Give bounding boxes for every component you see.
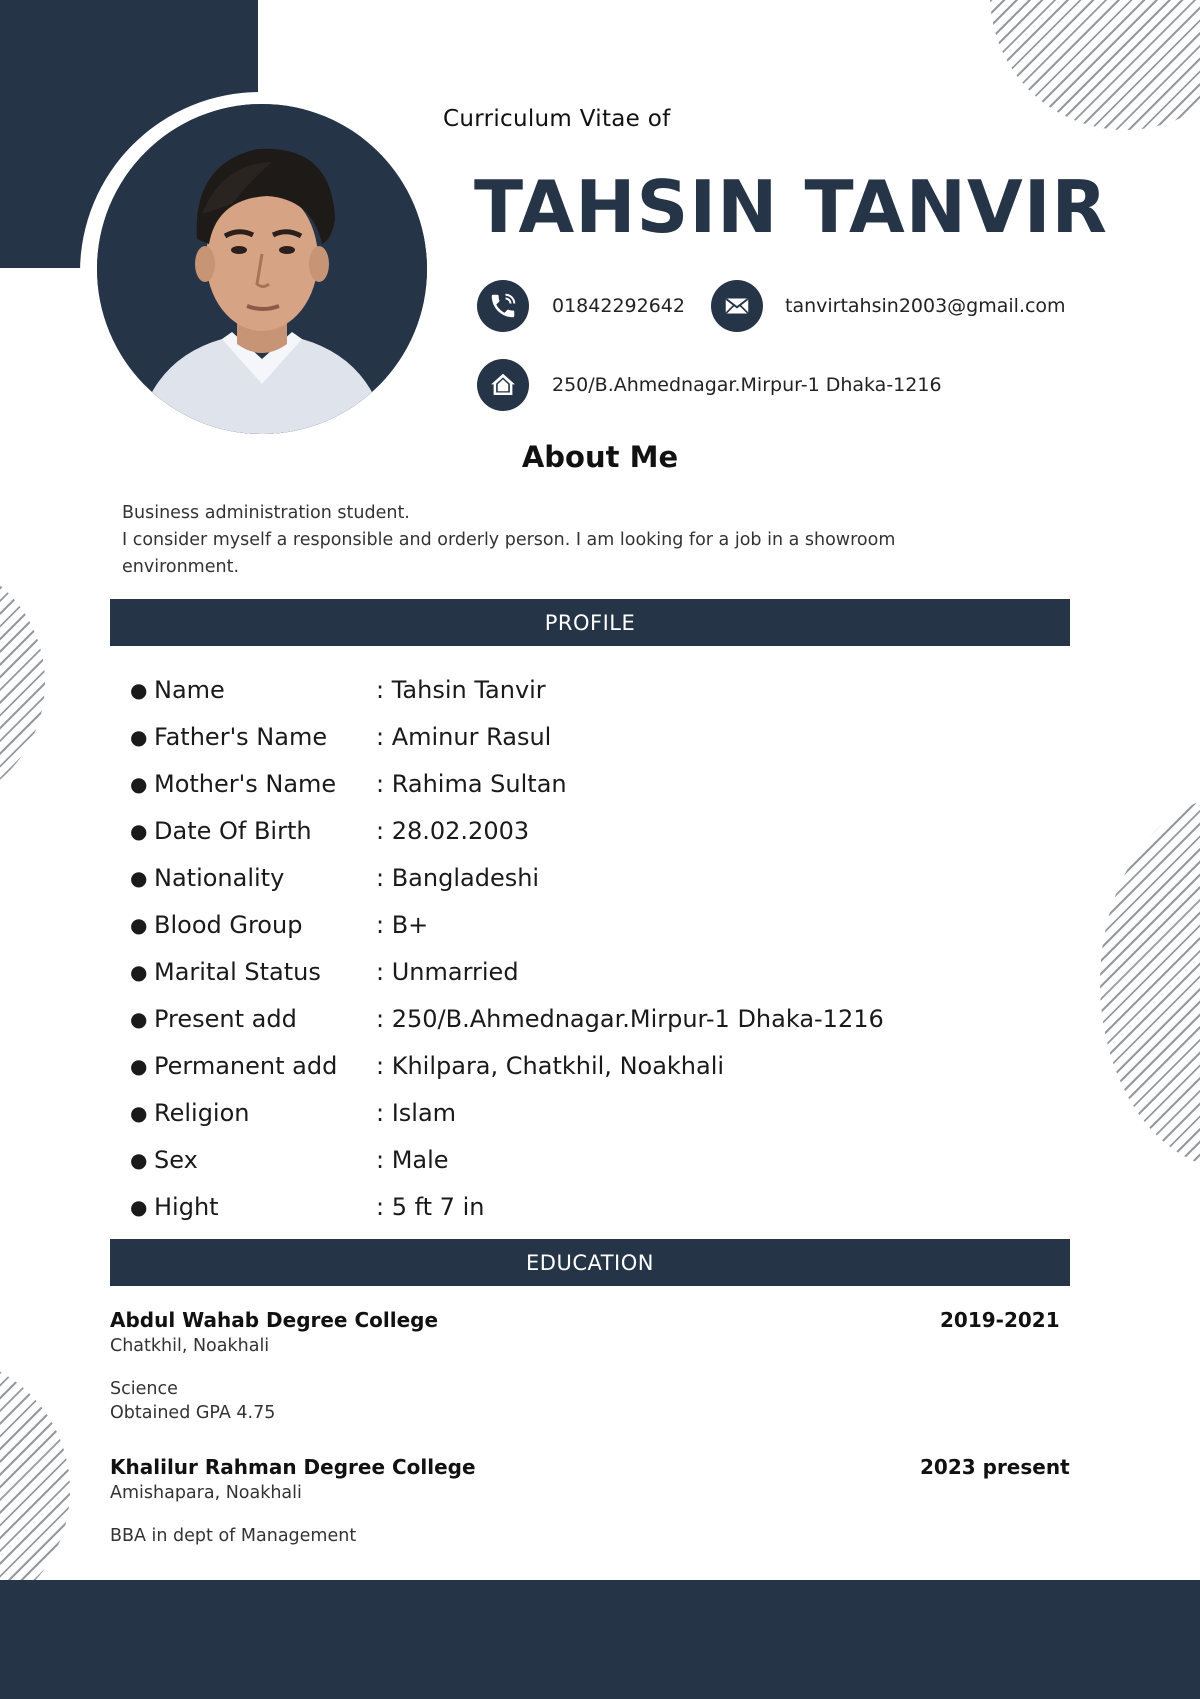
education-entry [110,1455,1070,1546]
bullet-icon: ● [130,771,148,796]
bullet-icon: ● [130,724,148,749]
education-field: BBA in dept of Management [110,1526,357,1546]
profile-label: Permanent add [154,1051,338,1080]
profile-value: : Khilpara, Chatkhil, Noakhali [376,1051,725,1080]
education-result: Obtained GPA 4.75 [110,1403,276,1423]
profile-value: : Rahima Sultan [376,769,567,798]
footer-band [0,1580,1200,1699]
profile-value: : Islam [376,1098,457,1127]
profile-value: : Male [376,1145,449,1174]
bullet-icon: ● [130,865,148,890]
education-years: 2023 present [920,1455,1070,1479]
profile-label: Present add [154,1004,297,1033]
striped-circle-decoration [990,0,1200,130]
phone-number: 01842292642 [552,295,685,317]
profile-label: Blood Group [154,910,303,939]
profile-value: : Aminur Rasul [376,722,552,751]
cv-subtitle: Curriculum Vitae of [443,106,671,132]
striped-circle-decoration [0,555,45,810]
profile-value: : 5 ft 7 in [376,1192,485,1221]
profile-value: : B+ [376,910,429,939]
email-address: tanvirtahsin2003@gmail.com [785,295,1066,317]
striped-circle-decoration [1100,795,1200,1170]
bullet-icon: ● [130,912,148,937]
profile-value: : Tahsin Tanvir [376,675,546,704]
profile-row [130,666,1030,713]
education-field: Science [110,1379,178,1399]
profile-row [130,713,1030,760]
profile-value: : Unmarried [376,957,519,986]
profile-list [130,666,1030,1230]
about-text [122,500,1002,581]
profile-row [130,995,1030,1042]
profile-label: Name [154,675,225,704]
phone-icon [477,280,529,332]
about-line: environment. [122,557,240,577]
school-name: Khalilur Rahman Degree College [110,1455,476,1479]
profile-value: : 250/B.Ahmednagar.Mirpur-1 Dhaka-1216 [376,1004,884,1033]
portrait-illustration [97,104,427,434]
profile-row [130,1136,1030,1183]
bullet-icon: ● [130,677,148,702]
bullet-icon: ● [130,959,148,984]
profile-row [130,901,1030,948]
school-name: Abdul Wahab Degree College [110,1308,439,1332]
bullet-icon: ● [130,1100,148,1125]
profile-row [130,854,1030,901]
home-icon [477,359,529,411]
profile-section-header: PROFILE [110,599,1070,646]
profile-photo [97,104,427,434]
profile-row [130,1183,1030,1230]
profile-value: : Bangladeshi [376,863,540,892]
home-address: 250/B.Ahmednagar.Mirpur-1 Dhaka-1216 [552,374,942,396]
candidate-name: TAHSIN TANVIR [474,165,1108,249]
about-heading: About Me [521,440,679,474]
profile-label: Father's Name [154,722,328,751]
envelope-icon [711,280,763,332]
profile-row [130,807,1030,854]
bullet-icon: ● [130,1194,148,1219]
profile-label: Marital Status [154,957,321,986]
profile-label: Sex [154,1145,198,1174]
profile-label: Religion [154,1098,250,1127]
education-years: 2019-2021 [940,1308,1060,1332]
about-line: I consider myself a responsible and orderly person. I am looking for a job in a showroom [122,530,896,550]
profile-label: Hight [154,1192,219,1221]
school-location: Amishapara, Noakhali [110,1483,302,1503]
bullet-icon: ● [130,818,148,843]
education-section-header: EDUCATION [110,1239,1070,1286]
profile-row [130,1042,1030,1089]
profile-label: Nationality [154,863,285,892]
profile-label: Mother's Name [154,769,337,798]
bullet-icon: ● [130,1053,148,1078]
bullet-icon: ● [130,1006,148,1031]
profile-label: Date Of Birth [154,816,312,845]
education-entry [110,1308,1070,1423]
profile-row [130,948,1030,995]
bullet-icon: ● [130,1147,148,1172]
profile-row [130,1089,1030,1136]
school-location: Chatkhil, Noakhali [110,1336,270,1356]
about-line: Business administration student. [122,503,410,523]
profile-value: : 28.02.2003 [376,816,530,845]
profile-row [130,760,1030,807]
